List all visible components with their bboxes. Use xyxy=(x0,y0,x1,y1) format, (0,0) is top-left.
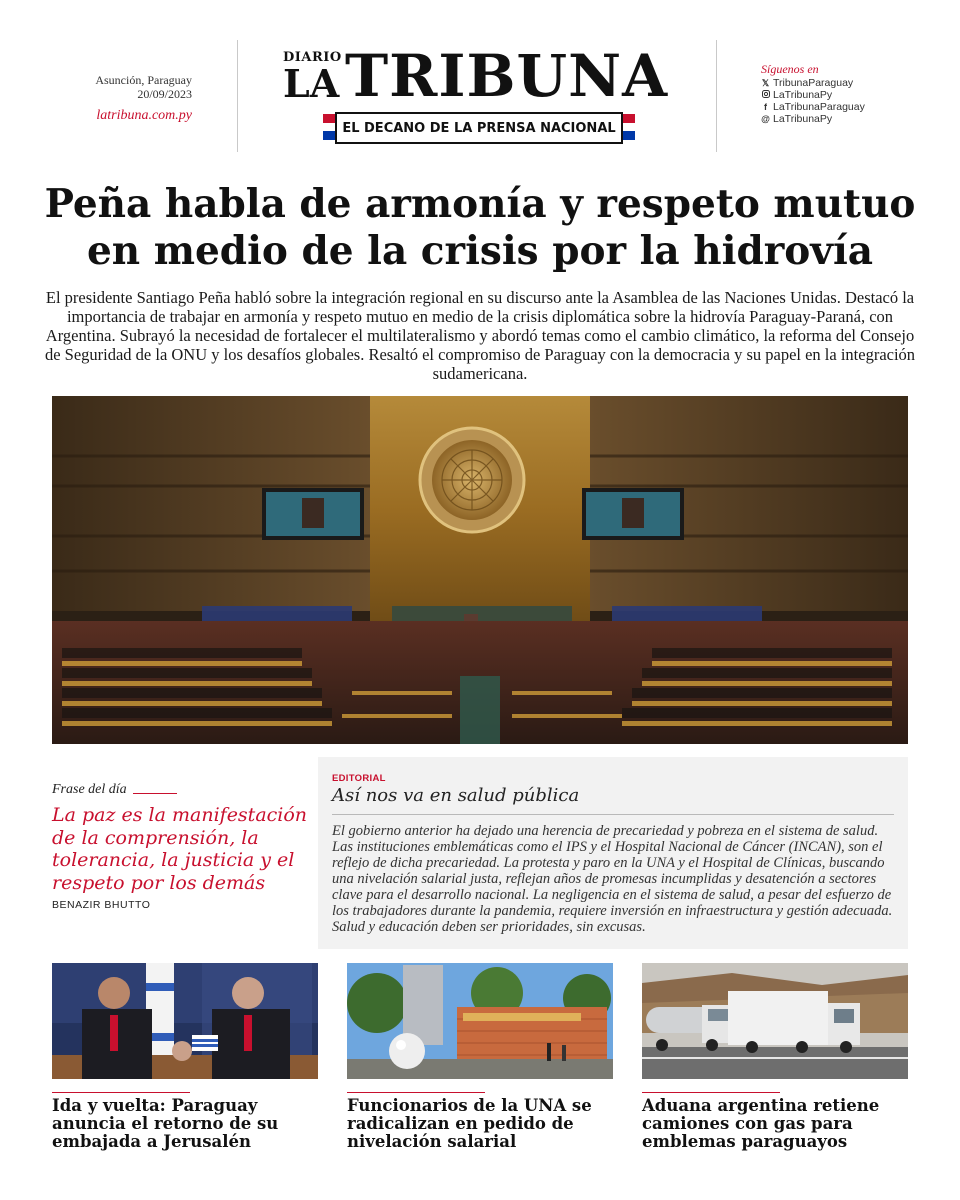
editorial-title: Así nos va en salud pública xyxy=(332,785,580,806)
story-rule xyxy=(642,1092,780,1093)
header-divider-right xyxy=(716,40,717,152)
story-title[interactable]: Aduana argentina retiene camiones con gas para emblemas paraguayos xyxy=(642,1096,880,1151)
story-photo-trucks[interactable] xyxy=(642,963,908,1079)
edition-date: 20/09/2023 xyxy=(137,87,192,101)
logo-top-word: DIARIO xyxy=(283,50,342,65)
logo-tagline: EL DECANO DE LA PRENSA NACIONAL xyxy=(335,112,623,144)
website-link[interactable]: latribuna.com.py xyxy=(96,108,192,123)
facebook-icon: f xyxy=(764,102,767,112)
main-photo-un-assembly[interactable] xyxy=(52,396,908,744)
masthead xyxy=(0,0,960,165)
quote-label: Frase del día xyxy=(52,782,127,797)
story-rule xyxy=(52,1092,190,1093)
story-rule xyxy=(347,1092,485,1093)
editorial-label: EDITORIAL xyxy=(332,773,386,784)
quote-of-the-day xyxy=(52,782,310,911)
threads-icon: @ xyxy=(761,114,770,124)
quote-text: La paz es la manifestación de la comprensión, la tolerancia, la justicia y el respeto por los demás xyxy=(52,804,308,894)
social-item-facebook[interactable] xyxy=(761,101,931,113)
quote-author: BENAZIR BHUTTO xyxy=(52,899,151,911)
logo-la: LA xyxy=(283,61,340,106)
editorial-body: El gobierno anterior ha dejado una herencia de precariedad y pobreza en el sistema de salud. Las instituciones emblemáticas como el IPS y el Hospital Nacional de Cáncer (INCAN), son el reflejo de dicha precariedad. La protesta y paro en la UNA y el Hospital de Clínicas, buscando una nivelación salarial justa, reflejan años de promesas incumplidas y desatención a sectores clave para el desarrollo nacional. La negligencia en el sistema de salud, a pesar del esfuerzo de los trabajadores durante la pandemia, requiere inversión en infraestructura y gestión adecuada. Salud y educación deben ser prioridades, sin excusas. xyxy=(332,823,893,935)
social-item-threads[interactable] xyxy=(761,113,931,125)
social-handle: TribunaParaguay xyxy=(773,77,854,89)
story-card-trucks[interactable] xyxy=(642,963,908,1151)
social-item-x[interactable] xyxy=(761,77,931,89)
social-item-instagram[interactable] xyxy=(761,89,931,101)
logo-name: TRIBUNA xyxy=(345,42,669,110)
x-icon: 𝕏 xyxy=(761,78,770,88)
logo-tagline-band xyxy=(323,112,635,144)
social-label: Síguenos en xyxy=(761,62,819,76)
quote-label-row xyxy=(52,782,310,798)
headline-line-2: en medio de la crisis por la hidrovía xyxy=(86,228,874,274)
social-handle: LaTribunaParaguay xyxy=(773,101,865,113)
social-handle: LaTribunaPy xyxy=(773,113,833,125)
social-links xyxy=(761,63,931,125)
edition-location: Asunción, Paraguay xyxy=(95,73,192,87)
story-title[interactable]: Ida y vuelta: Paraguay anuncia el retorno de su embajada a Jerusalén xyxy=(52,1096,279,1151)
social-handle: LaTribunaPy xyxy=(773,89,833,101)
editorial-box[interactable] xyxy=(318,757,908,949)
instagram-icon xyxy=(761,89,770,101)
story-photo-una-building[interactable] xyxy=(347,963,613,1079)
editorial-divider xyxy=(332,814,894,815)
main-lead-paragraph: El presidente Santiago Peña habló sobre la integración regional en su discurso ante la Asamblea de las Naciones Unidas. Destacó la importancia de trabajar en armonía y respeto mutuo en medio de la crisis diplomática sobre la hidrovía Paraguay-Paraná, con Argentina. Subrayó la necesidad de fortalecer el multilateralismo y abordó temas como el cambio climático, la reforma del Consejo de Seguridad de la ONU y los desafíos globales. Resaltó el compromiso de Paraguay con la democracia y su papel en la integración sudamericana. xyxy=(44,288,916,383)
story-photo-handshake[interactable] xyxy=(52,963,318,1079)
quote-label-rule xyxy=(133,793,177,794)
header-divider-left xyxy=(237,40,238,152)
main-headline[interactable] xyxy=(30,181,930,275)
headline-line-1: Peña habla de armonía y respeto mutuo xyxy=(44,181,916,227)
story-card-embassy[interactable] xyxy=(52,963,318,1151)
edition-info xyxy=(40,73,192,123)
story-card-una[interactable] xyxy=(347,963,613,1151)
newspaper-logo[interactable] xyxy=(283,44,678,154)
story-title[interactable]: Funcionarios de la UNA se radicalizan en pedido de nivelación salarial xyxy=(347,1096,592,1151)
